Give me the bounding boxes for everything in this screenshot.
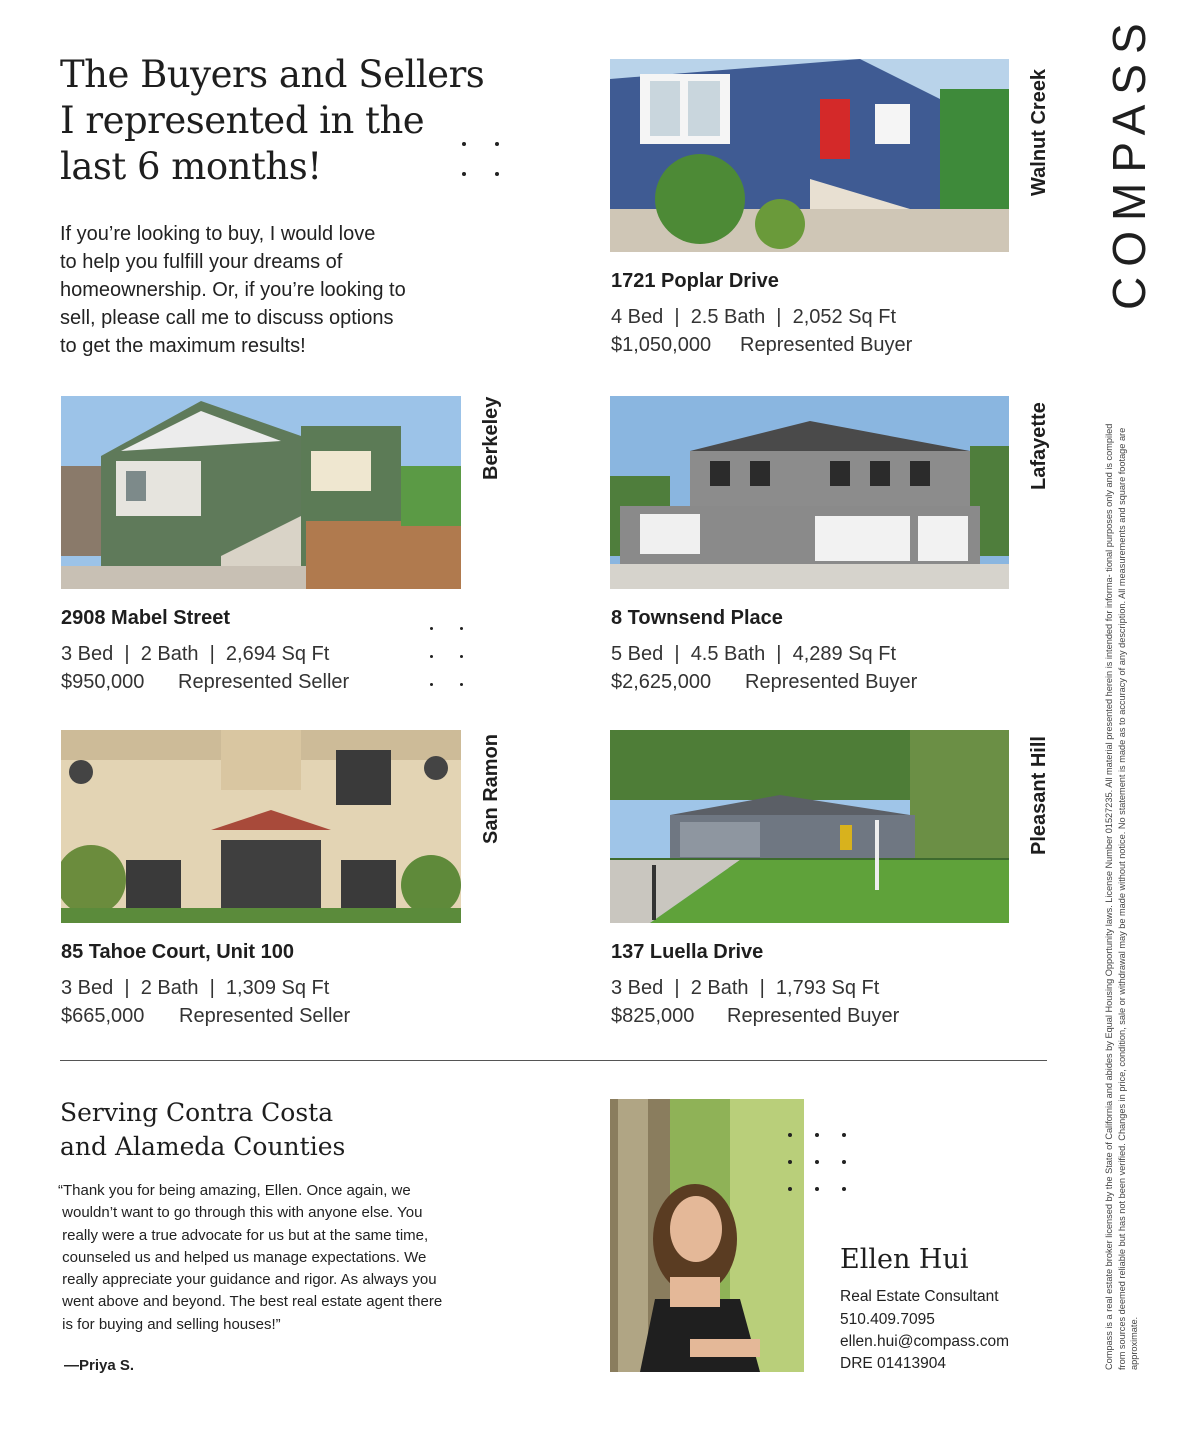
- listing-role: Represented Seller: [179, 1005, 351, 1027]
- listing-specs: 4 Bed | 2.5 Bath | 2,052 Sq Ft: [611, 306, 897, 328]
- city-label: Lafayette: [1028, 402, 1050, 490]
- listing-price: $1,050,000: [611, 334, 712, 356]
- listing-specs: 3 Bed | 2 Bath | 2,694 Sq Ft: [61, 643, 330, 665]
- city-label: Walnut Creek: [1028, 68, 1050, 196]
- agent-license: DRE 01413904: [840, 1355, 946, 1372]
- agent-photo: [610, 1099, 804, 1372]
- compass-logo: COMPASS: [1103, 13, 1155, 310]
- listing-price: $665,000: [61, 1005, 145, 1027]
- page-title: [60, 52, 485, 190]
- listing-specs: 5 Bed | 4.5 Bath | 4,289 Sq Ft: [611, 643, 897, 665]
- title-line: I represented in the: [60, 99, 425, 142]
- listing-role: Represented Buyer: [727, 1005, 900, 1027]
- listing-role: Represented Buyer: [740, 334, 913, 356]
- city-label: Berkeley: [480, 396, 502, 480]
- city-label: Pleasant Hill: [1028, 736, 1050, 855]
- city-label: San Ramon: [480, 733, 502, 844]
- listing-price: $825,000: [611, 1005, 695, 1027]
- agent-email[interactable]: ellen.hui@compass.com: [840, 1333, 1010, 1350]
- listing-role: Represented Seller: [178, 671, 350, 693]
- decorative-dots: [430, 627, 463, 686]
- testimonial-quote: “Thank you for being amazing, Ellen. Once again, we wouldn’t want to go through this with anyone else. You really were a true advocate for us but at the same time, counseled us and helped us manage expectations. We really appreciate your guidance and rigor. As always you went above and beyond. The best real estate agent there is for buying and selling houses!”: [58, 1182, 443, 1333]
- agent-phone[interactable]: 510.409.7095: [840, 1311, 935, 1328]
- agent-name: Ellen Hui: [840, 1244, 969, 1275]
- listing-price: $950,000: [61, 671, 145, 693]
- listing-photo-townsend: [610, 396, 1009, 589]
- listing-address: 85 Tahoe Court, Unit 100: [61, 941, 295, 963]
- agent-title: Real Estate Consultant: [840, 1288, 999, 1305]
- title-line: The Buyers and Sellers: [60, 53, 485, 96]
- listing-photo-tahoe: [61, 730, 461, 923]
- listing-photo-poplar: [610, 59, 1009, 252]
- testimonial-author: —Priya S.: [64, 1357, 135, 1374]
- section-divider: [60, 1060, 1047, 1061]
- intro-text: If you’re looking to buy, I would love to help you fulfill your dreams of homeownership. Or, if you’re looking to sell, please call me to discuss options to get the maximum results!: [60, 223, 406, 357]
- listing-role: Represented Buyer: [745, 671, 918, 693]
- listing-specs: 3 Bed | 2 Bath | 1,309 Sq Ft: [61, 977, 330, 999]
- listing-photo-mabel: [61, 396, 461, 589]
- listing-address: 1721 Poplar Drive: [611, 270, 779, 292]
- legal-disclaimer: Compass is a real estate broker licensed by the State of California and abides by Equal Housing Opportunity laws. License Number 01527235. All material presented herein is intended for informa- tional purposes only and is compiled from sources deemed reliable but has not been verified. Changes in price, condition, sale or withdrawal may be made without notice. No statement is made as to accuracy of any description. All measurements and square footage are approximate.: [1104, 423, 1139, 1370]
- title-line: last 6 months!: [60, 145, 322, 188]
- listing-address: 2908 Mabel Street: [61, 607, 230, 629]
- listing-address: 137 Luella Drive: [611, 941, 764, 963]
- decorative-dots: [462, 142, 499, 176]
- listing-address: 8 Townsend Place: [611, 607, 783, 629]
- listing-specs: 3 Bed | 2 Bath | 1,793 Sq Ft: [611, 977, 880, 999]
- listing-photo-luella: [610, 730, 1009, 923]
- listing-price: $2,625,000: [611, 671, 712, 693]
- decorative-dots: [788, 1133, 846, 1191]
- serving-heading: Serving Contra Costa and Alameda Counties: [60, 1098, 346, 1161]
